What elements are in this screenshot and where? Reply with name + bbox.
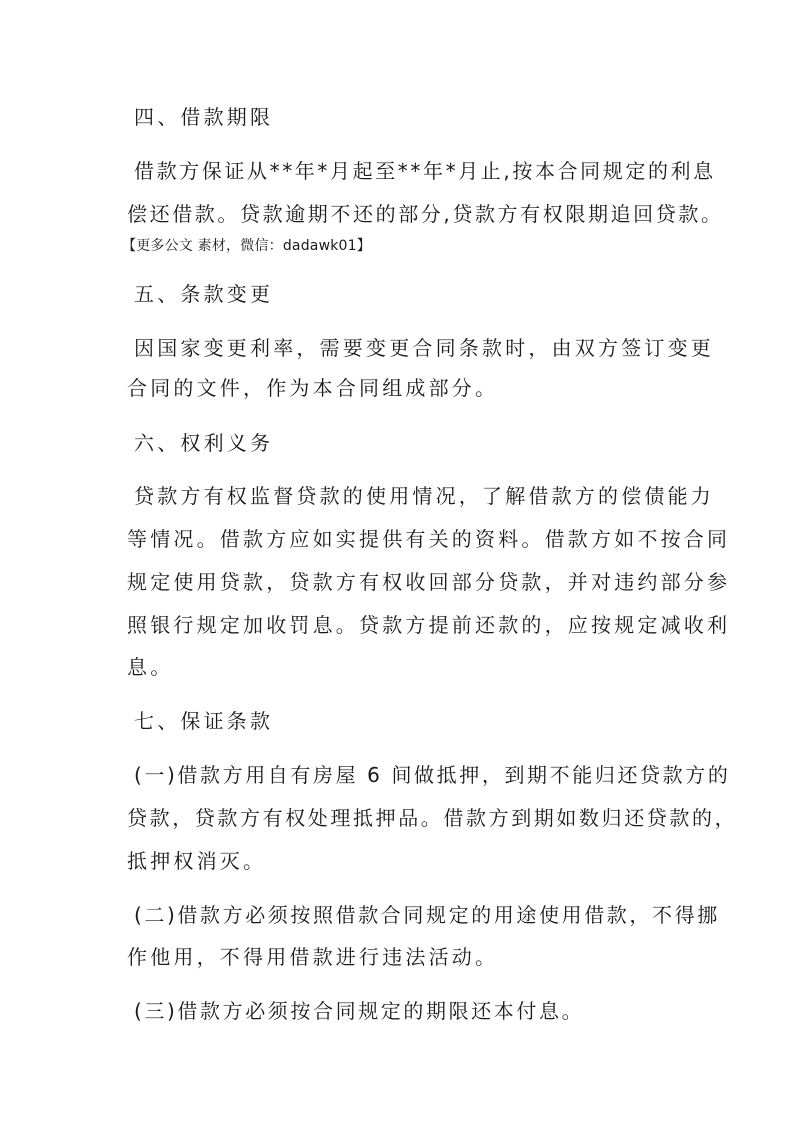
guarantee-item-2-line: (二)借款方必须按照借款合同规定的用途使用借款，不得挪 [134,903,720,927]
guarantee-item-1-line: 贷款，贷款方有权处理抵押品。借款方到期如数归还贷款的， [127,806,738,830]
guarantee-item-2-line: 作他用，不得用借款进行违法活动。 [127,945,499,969]
paragraph-line: 借款方保证从**年*月起至**年*月止,按本合同规定的利息 [134,159,716,183]
section-heading-guarantee: 七、保证条款 [134,709,274,733]
section-heading-clause-change: 五、条款变更 [134,282,274,306]
paragraph-line: 规定使用贷款，贷款方有权收回部分贷款，并对违约部分参 [127,570,731,594]
section-heading-rights-obligations: 六、权利义务 [134,431,274,455]
paragraph-line: 息。 [127,655,174,679]
paragraph-line: 照银行规定加收罚息。贷款方提前还款的，应按规定减收利 [127,613,731,637]
guarantee-item-1-line: (一)借款方用自有房屋 6 间做抵押，到期不能归还贷款方的 [134,763,731,787]
guarantee-item-3-line: (三)借款方必须按合同规定的期限还本付息。 [134,999,585,1023]
guarantee-item-1-line: 抵押权消灭。 [127,849,267,873]
paragraph-line: 等情况。借款方应如实提供有关的资料。借款方如不按合同 [127,527,731,551]
paragraph-line: 合同的文件，作为本合同组成部分。 [127,376,499,400]
paragraph-line: 因国家变更利率，需要变更合同条款时，由双方签订变更 [134,336,714,360]
section-heading-loan-term: 四、借款期限 [134,105,274,129]
paragraph-line: 贷款方有权监督贷款的使用情况，了解借款方的偿债能力 [134,484,714,508]
paragraph-line: 偿还借款。贷款逾期不还的部分,贷款方有权限期追回贷款。 [127,202,724,226]
promo-note: 【更多公文 素材，微信：dadawk01】 [122,238,371,254]
